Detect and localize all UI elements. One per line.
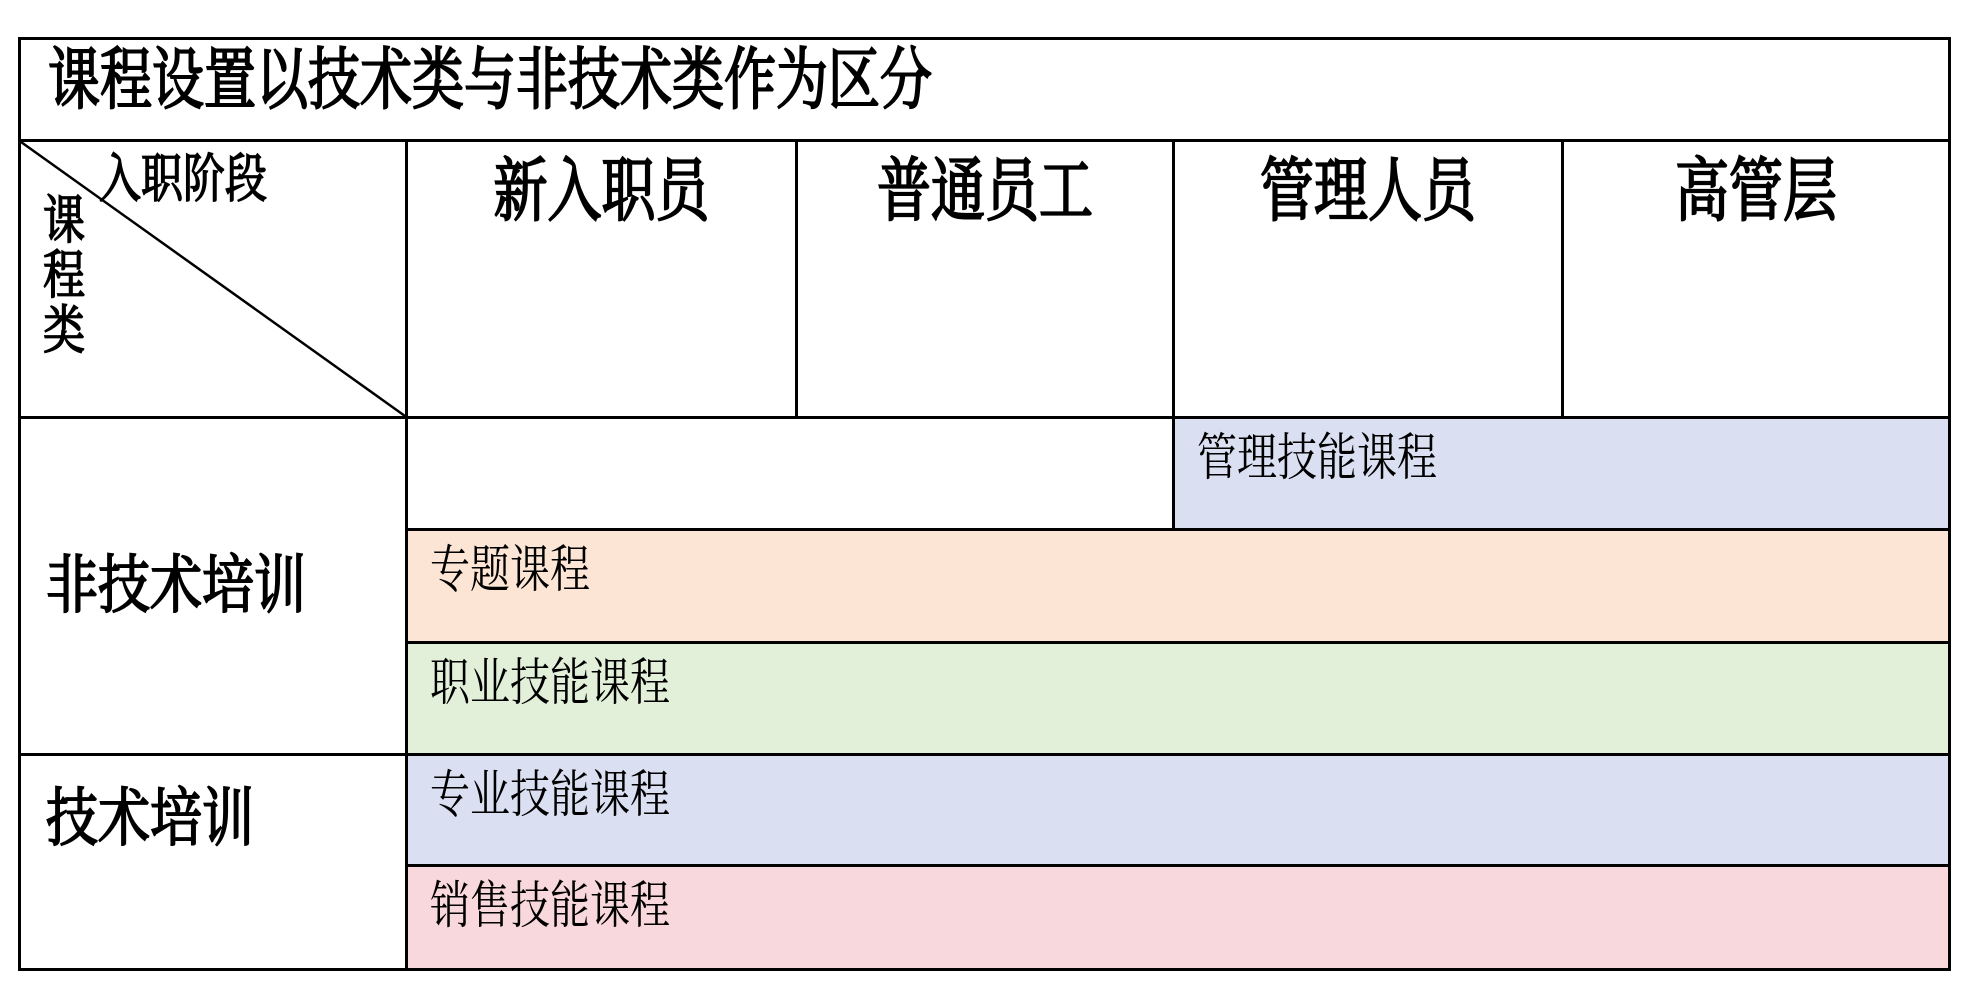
band-vocational-skills xyxy=(405,641,1951,756)
table-title: 课程设置以技术类与非技术类作为区分 xyxy=(48,44,933,119)
technical-training-label: 技术培训 xyxy=(46,785,255,855)
column-header-regular-staff: 普通员工 xyxy=(877,153,1093,231)
corner-label-stage: 入职阶段 xyxy=(99,151,268,209)
nontechnical-training-label: 非技术培训 xyxy=(46,552,307,622)
band-professional-skills xyxy=(405,753,1951,867)
band-management-skills xyxy=(1172,416,1951,531)
band-professional-skills-label: 专业技能课程 xyxy=(430,766,670,824)
column-header-executive: 高管层 xyxy=(1675,153,1837,231)
band-sales-skills xyxy=(405,864,1951,971)
header-cell-management xyxy=(1172,139,1564,419)
corner-label-course-type: 课程类 xyxy=(43,192,86,361)
row-label-technical-training xyxy=(18,753,408,971)
header-cell-executive xyxy=(1561,139,1951,419)
header-cell-new-staff xyxy=(405,139,798,419)
header-cell-regular-staff xyxy=(795,139,1175,419)
band-special-topic-label: 专题课程 xyxy=(430,541,590,599)
title-cell xyxy=(18,37,1951,142)
row-label-nontechnical-training xyxy=(18,416,408,756)
band-management-skills-label: 管理技能课程 xyxy=(1197,429,1437,487)
corner-header-cell xyxy=(18,139,408,419)
column-header-management: 管理人员 xyxy=(1260,153,1476,231)
column-header-new-staff: 新入职员 xyxy=(493,153,710,231)
band-vocational-skills-label: 职业技能课程 xyxy=(430,654,670,712)
band-special-topic xyxy=(405,528,1951,644)
band-sales-skills-label: 销售技能课程 xyxy=(430,877,670,935)
empty-cell xyxy=(405,416,1175,531)
